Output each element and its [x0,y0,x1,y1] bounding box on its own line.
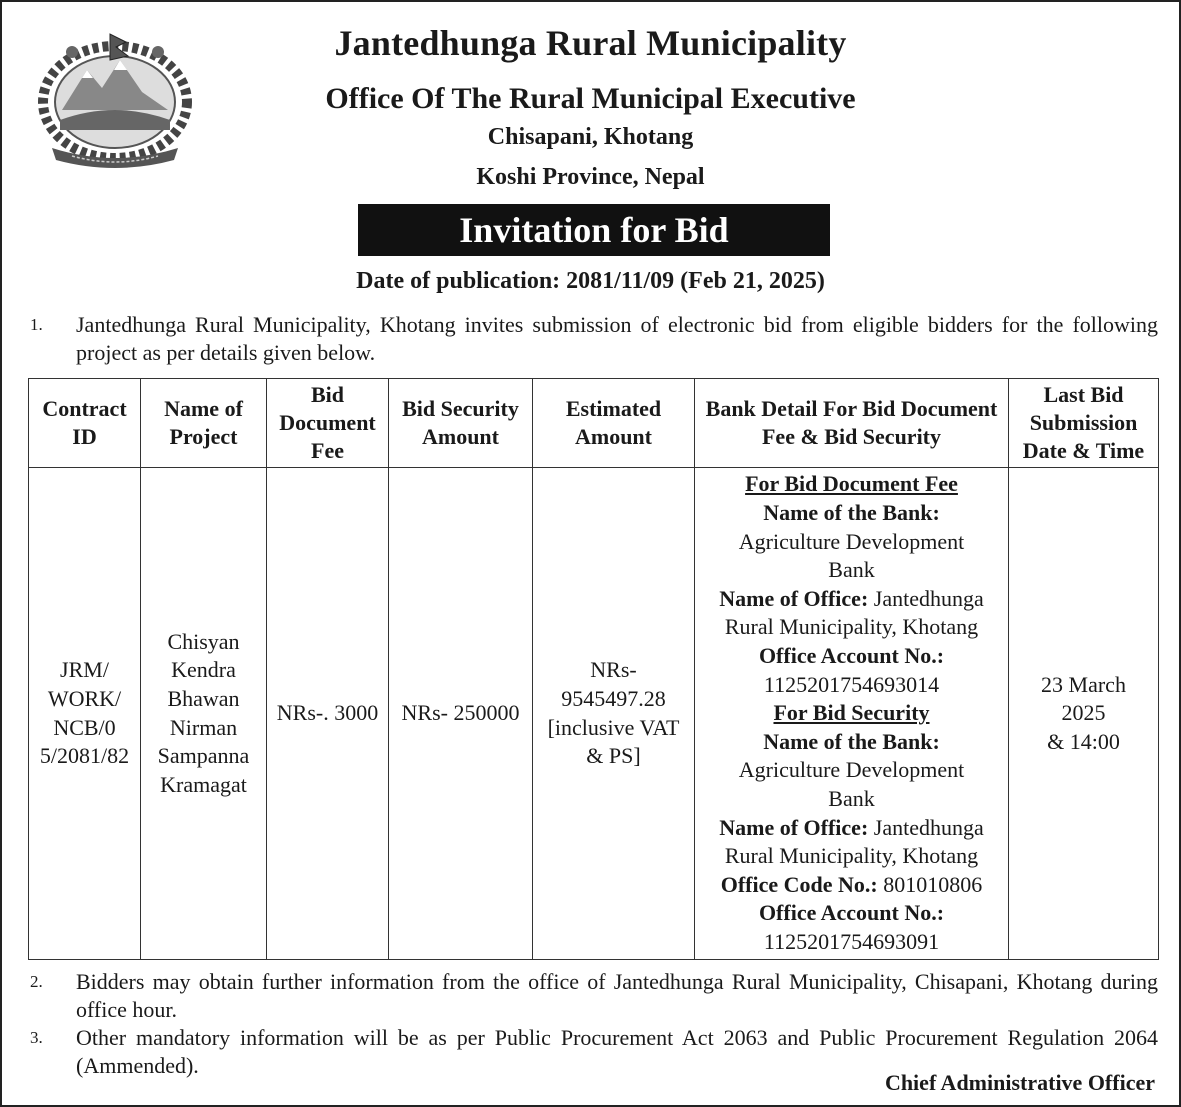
office-title: Office Of The Rural Municipal Executive [325,82,856,115]
office-name: Jantedhunga [868,814,984,840]
cell-line: & 14:00 [1047,728,1120,754]
cell-line: Nirman [169,714,238,740]
account-number: 1125201754693091 [763,928,940,954]
notice-banner: Invitation for Bid [358,204,830,256]
office-code-line [697,871,1006,900]
office-label: Name of Office: [719,814,869,840]
cell-line: 9545497.28 [561,685,666,711]
office-code: 801010806 [877,871,983,897]
office-line [697,585,1006,614]
cell-document-fee: NRs-. 3000 [267,468,389,960]
table-header-row [29,379,1159,468]
bank-name: Agriculture Development [738,528,965,554]
publication-date: Date of publication: 2081/11/09 (Feb 21, 2025) [356,268,825,294]
header-deadline: Last Bid Submission Date & Time [1009,379,1159,468]
cell-project-name [141,468,267,960]
security-section-title: For Bid Security [773,700,930,726]
paragraph-number: 3. [30,1028,43,1047]
office-name: Rural Municipality, Khotang [724,614,979,640]
province-line: Koshi Province, Nepal [476,164,705,190]
cell-estimated-amount [533,468,695,960]
paragraph-number: 2. [30,972,43,991]
cell-bank-detail [695,468,1009,960]
office-name: Jantedhunga [868,585,984,611]
office-line [697,814,1006,843]
account-label: Office Account No.: [758,900,945,926]
paragraph-text: Bidders may obtain further information from the office of Jantedhunga Rural Municipality, Chisapani, Khotang during office hour. [76,969,1158,1022]
cell-line: 23 March [1041,671,1126,697]
bank-name: Bank [828,557,875,583]
office-code-label: Office Code No.: [720,871,878,897]
header-document-fee: Bid Document Fee [267,379,389,468]
location-line: Chisapani, Khotang [487,124,694,150]
cell-line: Bhawan [167,685,240,711]
cell-line: 2025 [1061,700,1106,726]
cell-line: WORK/ [47,685,122,711]
bid-table [28,378,1159,960]
account-label: Office Account No.: [758,643,945,669]
paragraph-2 [30,968,1158,1024]
bank-name: Agriculture Development [738,757,965,783]
bank-label: Name of the Bank: [763,728,940,754]
municipality-title: Jantedhunga Rural Municipality [334,23,847,63]
cell-line: & PS] [586,743,641,769]
paragraph-1 [30,311,1158,367]
cell-line: NRs- [590,657,637,683]
header-project-name: Name of Project [141,379,267,468]
header-bank-detail: Bank Detail For Bid Document Fee & Bid Security [695,379,1009,468]
office-label: Name of Office: [719,585,869,611]
paragraph-number: 1. [30,315,43,334]
cell-security-amount: NRs- 250000 [389,468,533,960]
header-contract-id: Contract ID [29,379,141,468]
cell-line: Chisyan [167,628,240,654]
table-row [29,468,1159,960]
header-estimated-amount: Estimated Amount [533,379,695,468]
office-name: Rural Municipality, Khotang [724,843,979,869]
paragraph-text: Jantedhunga Rural Municipality, Khotang invites submission of electronic bid from eligible bidders for the following project as per details given below. [76,312,1158,365]
fee-section-title: For Bid Document Fee [745,471,958,497]
cell-contract-id [29,468,141,960]
cell-line: Sampanna [157,743,250,769]
bank-label: Name of the Bank: [763,500,940,526]
account-number: 1125201754693014 [763,671,940,697]
paragraph-text: Other mandatory information will be as per Public Procurement Act 2063 and Public Procurement Regulation 2064 (Ammended). [76,1025,1158,1078]
header-security-amount: Bid Security Amount [389,379,533,468]
bank-name: Bank [828,785,875,811]
cell-line: 5/2081/82 [39,743,130,769]
cell-deadline [1009,468,1159,960]
cell-line: Kramagat [160,771,247,797]
cell-line: [inclusive VAT [547,714,680,740]
cell-line: JRM/ [60,657,109,683]
cell-line: NCB/0 [53,714,116,740]
signatory: Chief Administrative Officer [884,1070,1155,1095]
cell-line: Kendra [171,657,236,683]
